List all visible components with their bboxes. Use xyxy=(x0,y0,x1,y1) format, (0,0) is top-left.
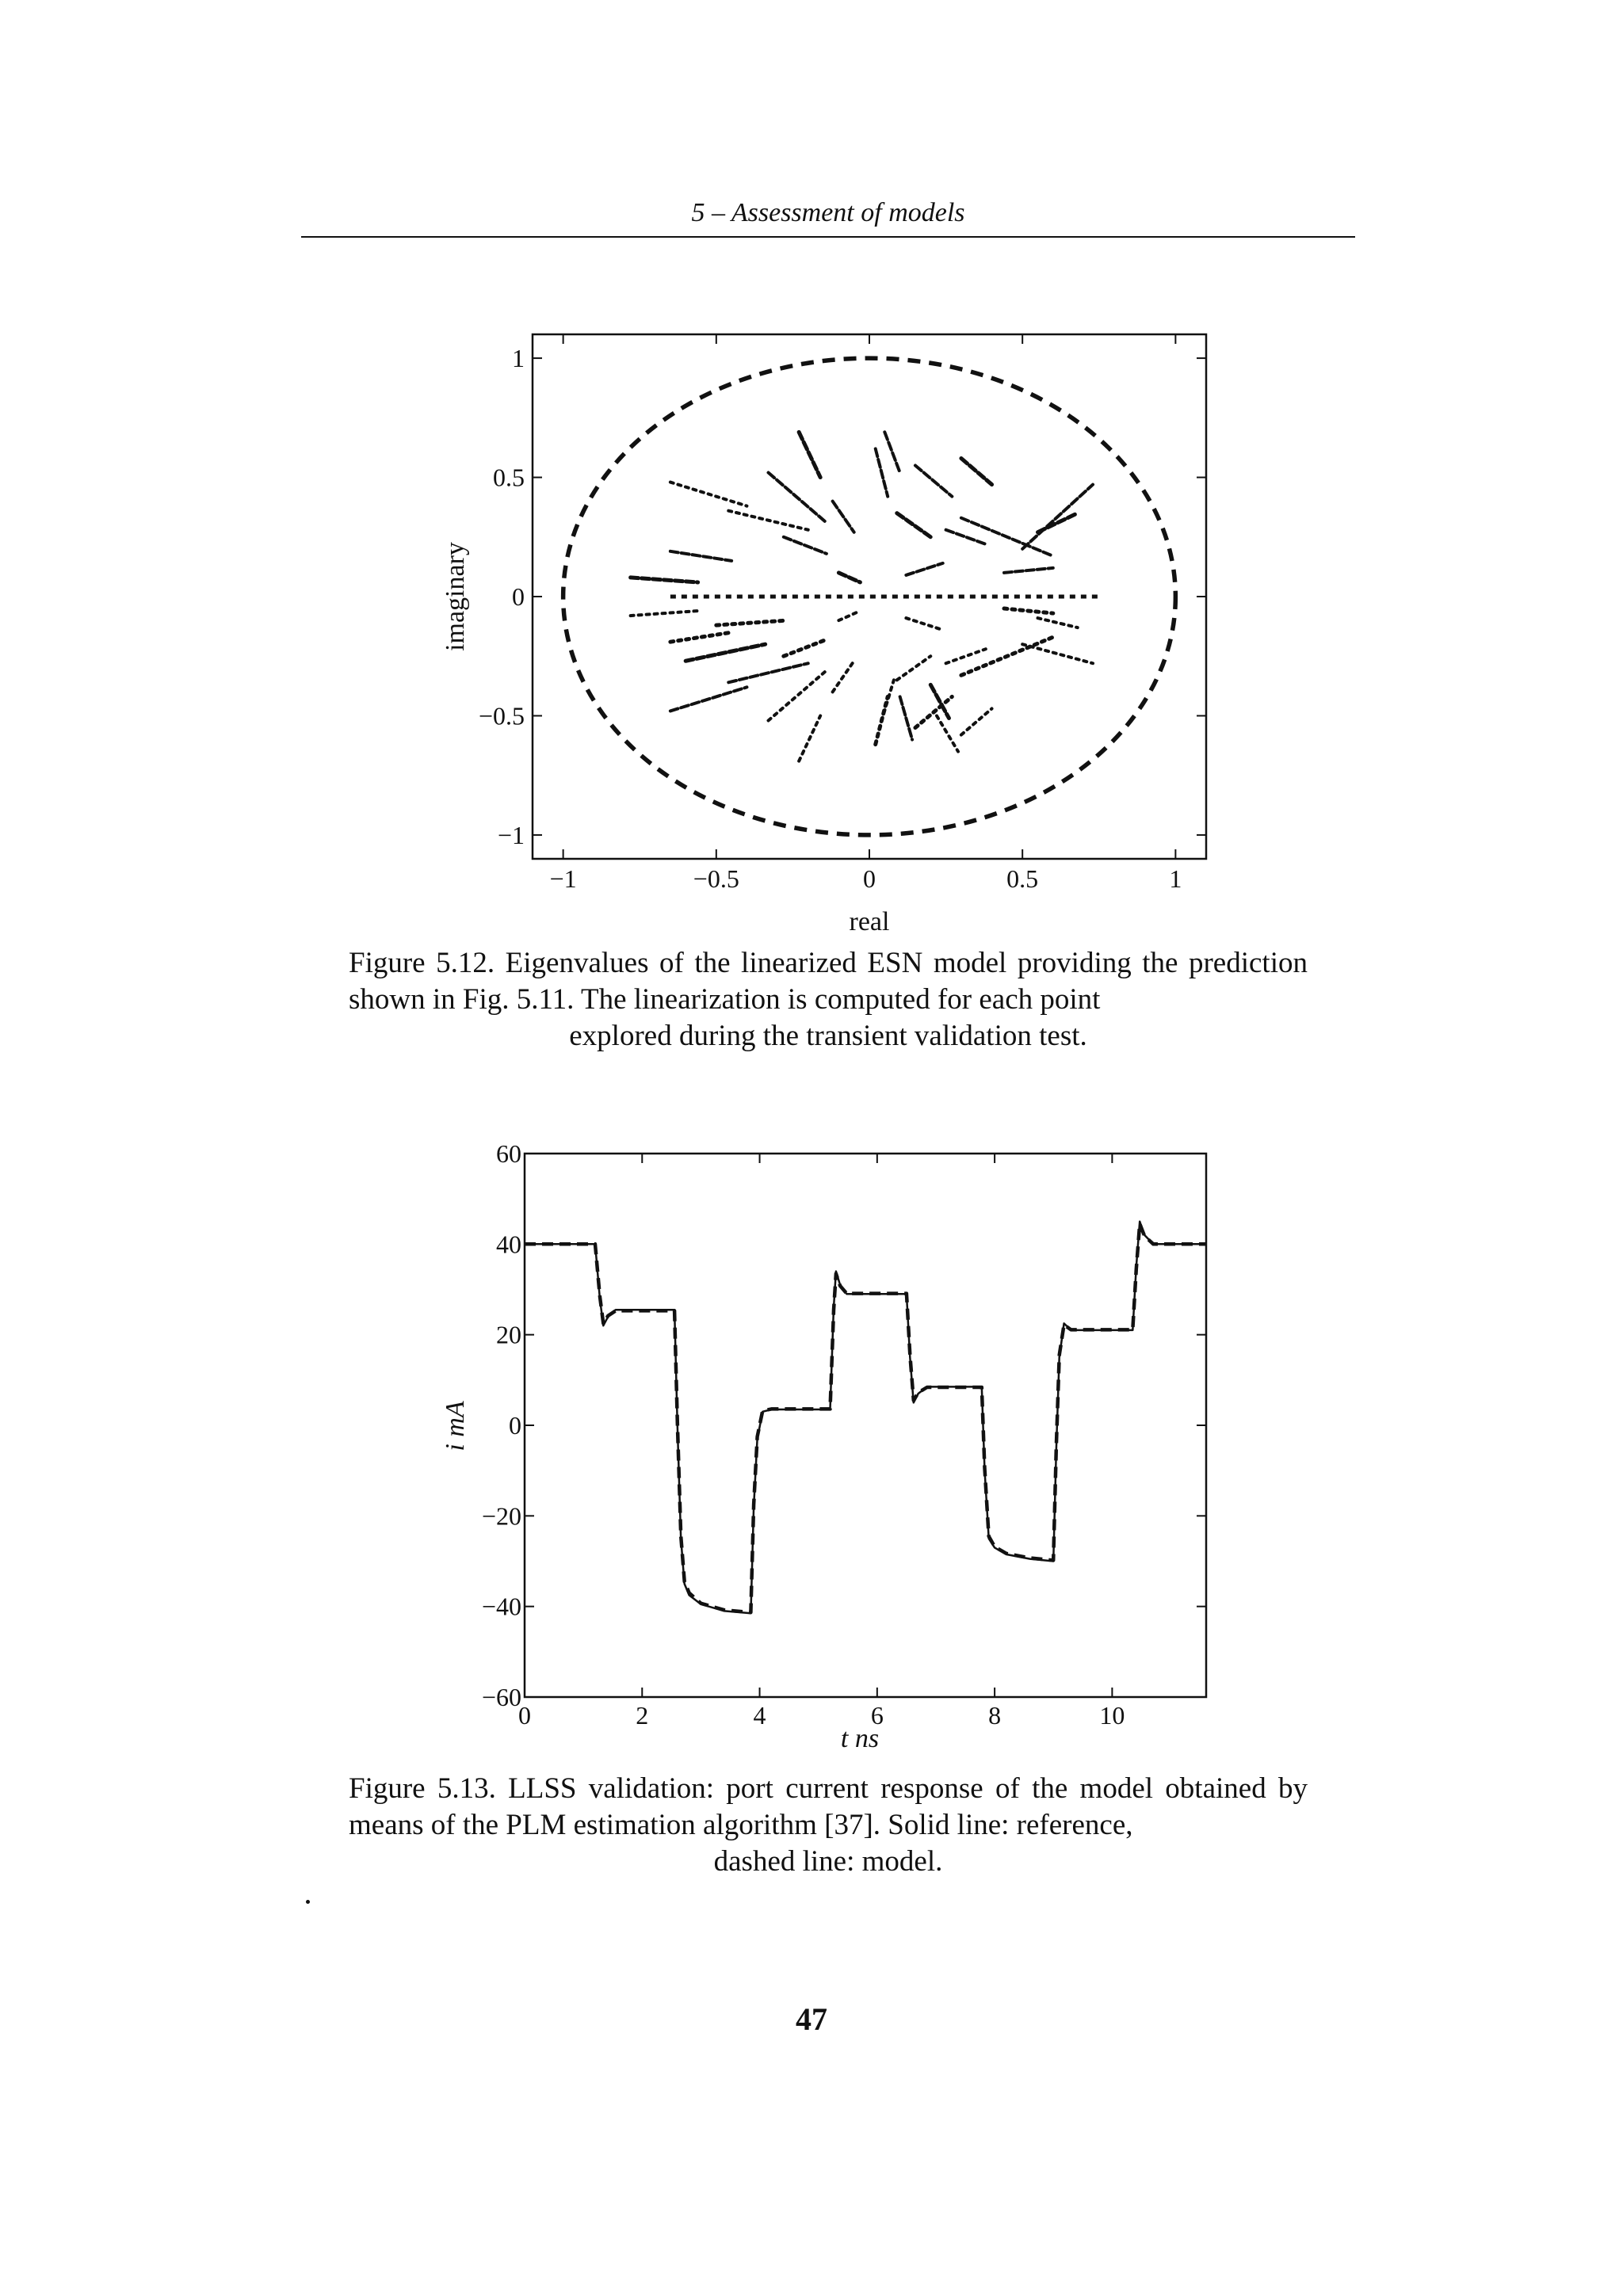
y-tick-label: 0 xyxy=(512,582,525,611)
y-tick-label: 40 xyxy=(496,1230,521,1259)
header-rule xyxy=(301,236,1355,238)
eigenvalue-track xyxy=(961,637,1053,675)
eigenvalue-track xyxy=(906,618,942,630)
eigenvalue-track xyxy=(838,611,860,620)
page-number: 47 xyxy=(796,2001,827,2037)
eigenvalue-track xyxy=(838,573,860,582)
x-tick-label: 0.5 xyxy=(1006,864,1039,893)
y-tick-label: 60 xyxy=(496,1139,521,1168)
eigenvalue-track xyxy=(961,518,1053,556)
y-tick-label: −60 xyxy=(481,1683,521,1711)
y-tick-label: 20 xyxy=(496,1320,521,1349)
x-axis-label: t ns xyxy=(840,1724,880,1753)
eigenvalue-track xyxy=(799,715,820,761)
eigenvalue-track xyxy=(728,663,808,682)
eigenvalue-track xyxy=(900,696,912,739)
eigenvalue-track xyxy=(1022,485,1093,549)
eigenvalue-track xyxy=(1038,618,1078,627)
x-tick-label: −1 xyxy=(549,864,577,893)
eigenvalue-track xyxy=(961,708,992,734)
x-tick-label: 4 xyxy=(753,1701,766,1730)
y-tick-label: 1 xyxy=(512,344,525,373)
x-tick-label: 0 xyxy=(863,864,876,893)
eigenvalue-track xyxy=(769,670,827,720)
x-tick-label: −0.5 xyxy=(693,864,739,893)
series-reference-line xyxy=(525,1222,1206,1613)
x-tick-label: 8 xyxy=(988,1701,1002,1730)
eigenvalue-track xyxy=(876,448,888,496)
eigenvalue-track xyxy=(833,502,854,532)
eigenvalue-track xyxy=(906,563,942,575)
eigenvalue-track xyxy=(897,513,931,537)
caption-last-line: dashed line: model. xyxy=(713,1845,943,1878)
eigenvalue-plot xyxy=(428,317,1228,943)
plot-frame xyxy=(533,334,1206,859)
eigenvalue-track xyxy=(1004,608,1053,613)
eigenvalue-track xyxy=(881,680,893,720)
x-tick-label: 2 xyxy=(636,1701,649,1730)
eigenvalue-track xyxy=(670,632,731,642)
x-tick-label: 1 xyxy=(1169,864,1182,893)
caption-text: Figure 5.13. LLSS validation: port current response of the model obtained by means of the PLM estimation algorithm [37]. Solid line: reference, xyxy=(349,1772,1308,1841)
eigenvalue-track xyxy=(961,458,992,484)
eigenvalue-track xyxy=(1022,644,1093,663)
figure-eigenvalues xyxy=(428,317,1228,943)
x-tick-label: 10 xyxy=(1099,1701,1125,1730)
eigenvalue-track xyxy=(1004,568,1053,573)
eigenvalue-track xyxy=(884,432,899,472)
y-tick-label: −40 xyxy=(481,1592,521,1621)
figure-5-13-caption xyxy=(349,1771,1308,1880)
x-tick-label: 0 xyxy=(518,1701,531,1730)
running-title: 5 – Assessment of models xyxy=(691,198,965,227)
y-tick-label: 0.5 xyxy=(493,463,525,492)
eigenvalue-track xyxy=(685,644,765,661)
series-model-line xyxy=(525,1224,1206,1613)
eigenvalue-track xyxy=(784,537,827,554)
eigenvalue-track xyxy=(670,551,731,561)
figure-5-12-caption xyxy=(349,945,1308,1055)
eigenvalue-track xyxy=(631,611,698,616)
y-axis-label: imaginary xyxy=(441,542,470,651)
eigenvalue-track xyxy=(670,482,747,506)
eigenvalue-track xyxy=(897,656,931,680)
y-tick-label: 0 xyxy=(509,1411,521,1440)
y-tick-label: −0.5 xyxy=(478,701,525,730)
eigenvalue-track xyxy=(670,687,747,711)
eigenvalue-track xyxy=(833,661,854,692)
eigenvalue-track xyxy=(716,620,787,625)
y-axis-label: i mA xyxy=(441,1401,470,1451)
eigenvalue-track xyxy=(946,530,986,544)
eigenvalue-track xyxy=(631,578,698,582)
stray-mark xyxy=(306,1900,310,1904)
x-axis-label: real xyxy=(849,907,890,936)
eigenvalue-track xyxy=(769,473,827,523)
x-tick-label: 6 xyxy=(870,1701,884,1730)
eigenvalue-track xyxy=(784,639,827,656)
caption-last-line: explored during the transient validation test. xyxy=(569,1020,1087,1052)
eigenvalue-track xyxy=(728,511,808,530)
current-response-plot xyxy=(428,1133,1228,1767)
plot-frame xyxy=(525,1154,1206,1697)
figure-current-response xyxy=(428,1133,1228,1767)
y-tick-label: −1 xyxy=(497,820,525,849)
eigenvalue-track xyxy=(946,649,986,663)
eigenvalue-track xyxy=(937,715,958,751)
eigenvalue-track xyxy=(799,432,820,477)
eigenvalue-track xyxy=(915,466,952,497)
y-tick-label: −20 xyxy=(481,1501,521,1531)
caption-text: Figure 5.12. Eigenvalues of the linearized ESN model providing the prediction shown in Fig. 5.11. The linearization is computed for each point xyxy=(349,947,1308,1016)
